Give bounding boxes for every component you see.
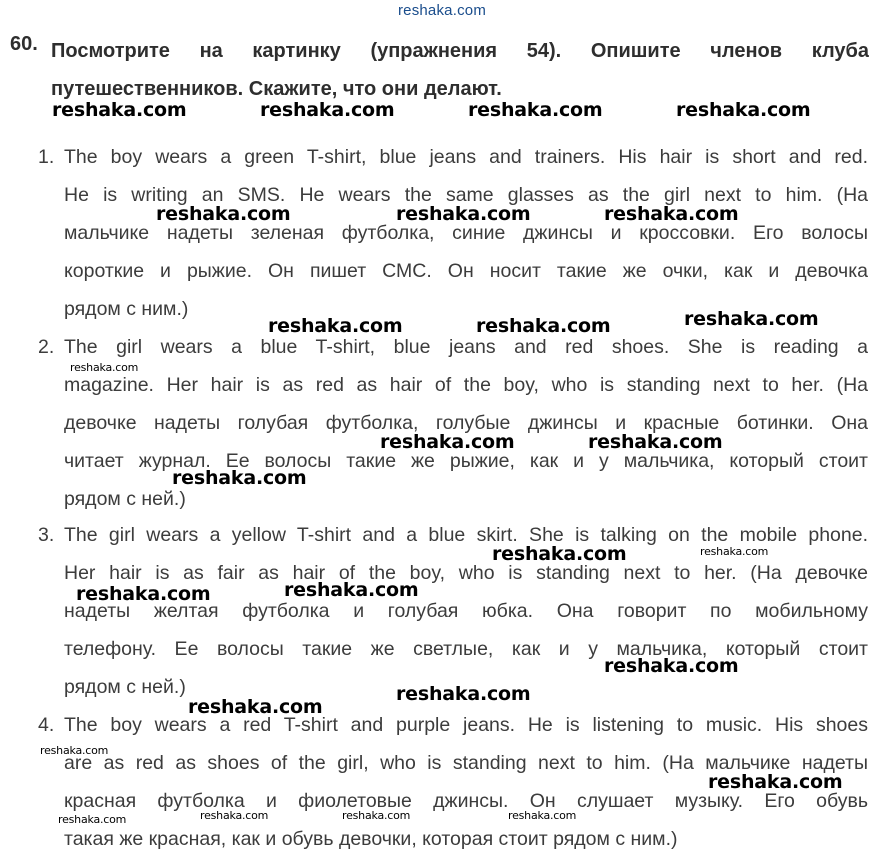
watermark: reshaka.com xyxy=(468,99,603,121)
site-watermark-header: reshaka.com xyxy=(397,2,487,19)
watermark-small: reshaka.com xyxy=(58,813,127,826)
watermark: reshaka.com xyxy=(476,315,611,337)
answer-line: He is writing an SMS. He wears the same glasses as the girl next to him. (На xyxy=(64,184,868,206)
answer-item-2 xyxy=(38,328,868,518)
watermark: reshaka.com xyxy=(604,203,739,225)
watermark: reshaka.com xyxy=(396,203,531,225)
answer-line: are as red as shoes of the girl, who is standing next to him. (На мальчике надеты xyxy=(64,752,868,774)
watermark: reshaka.com xyxy=(268,315,403,337)
task-number: 60. xyxy=(10,33,38,55)
watermark: reshaka.com xyxy=(380,431,515,453)
answer-line: девочке надеты голубая футболка, голубые джинсы и красные ботинки. Она xyxy=(64,412,868,434)
answer-line: короткие и рыжие. Он пишет СМС. Он носит такие же очки, как и девочка xyxy=(64,260,868,282)
watermark: reshaka.com xyxy=(396,683,531,705)
answer-line: читает журнал. Ее волосы такие же рыжие, как и у мальчика, который стоит xyxy=(64,450,868,472)
task-title xyxy=(51,33,869,109)
answer-line: надеты желтая футболка и голубая юбка. Она говорит по мобильному xyxy=(64,600,868,622)
watermark-small: reshaka.com xyxy=(40,744,109,757)
answer-line: magazine. Her hair is as red as hair of the boy, who is standing next to her. (На xyxy=(64,374,868,396)
watermark: reshaka.com xyxy=(260,99,395,121)
answer-line: телефону. Ее волосы такие же светлые, как и у мальчика, который стоит xyxy=(64,638,868,660)
answer-text: The girl wears a yellow T-shirt and a blue skirt. She is talking on the mobile phone. xyxy=(64,524,868,546)
watermark: reshaka.com xyxy=(492,543,627,565)
watermark: reshaka.com xyxy=(188,696,323,718)
watermark-small: reshaka.com xyxy=(342,809,411,822)
watermark: reshaka.com xyxy=(708,771,843,793)
watermark: reshaka.com xyxy=(52,99,187,121)
answer-number: 2. xyxy=(38,336,55,358)
answer-line xyxy=(38,706,868,744)
answer-line xyxy=(38,328,868,366)
watermark-small: reshaka.com xyxy=(700,545,769,558)
watermark: reshaka.com xyxy=(604,655,739,677)
answer-line: красная футболка и фиолетовые джинсы. Он слушает музыку. Его обувь xyxy=(64,790,868,812)
watermark: reshaka.com xyxy=(284,579,419,601)
answer-line: Her hair is as fair as hair of the boy, who is standing next to her. (На девочке xyxy=(64,562,868,584)
watermark-small: reshaka.com xyxy=(508,809,577,822)
watermark: reshaka.com xyxy=(684,308,819,330)
answer-line: такая же красная, как и обувь девочки, которая стоит рядом с ним.) xyxy=(64,828,678,850)
answer-text: The girl wears a blue T-shirt, blue jeans and red shoes. She is reading a xyxy=(64,336,868,358)
answer-number: 4. xyxy=(38,714,55,736)
answer-item-1 xyxy=(38,138,868,328)
answer-line: мальчике надеты зеленая футболка, синие джинсы и кроссовки. Его волосы xyxy=(64,222,868,244)
answer-number: 1. xyxy=(38,146,55,168)
task-title-line-1: Посмотрите на картинку (упражнения 54). Опишите членов клуба xyxy=(51,40,869,62)
watermark: reshaka.com xyxy=(76,583,211,605)
watermark-small: reshaka.com xyxy=(70,361,139,374)
watermark: reshaka.com xyxy=(588,431,723,453)
answer-line: рядом с ним.) xyxy=(64,298,189,320)
answer-text: The boy wears a red T-shirt and purple jeans. He is listening to music. His shoes xyxy=(64,714,868,736)
answer-line xyxy=(38,138,868,176)
watermark: reshaka.com xyxy=(156,203,291,225)
task-title-line-2: путешественников. Скажите, что они делают. xyxy=(51,78,502,100)
answer-line: рядом с ней.) xyxy=(64,676,186,698)
answer-number: 3. xyxy=(38,524,55,546)
answer-text: The boy wears a green T-shirt, blue jeans and trainers. His hair is short and red. xyxy=(64,146,868,168)
watermark: reshaka.com xyxy=(172,467,307,489)
watermark-small: reshaka.com xyxy=(200,809,269,822)
watermark: reshaka.com xyxy=(676,99,811,121)
answer-line: рядом с ней.) xyxy=(64,488,186,510)
